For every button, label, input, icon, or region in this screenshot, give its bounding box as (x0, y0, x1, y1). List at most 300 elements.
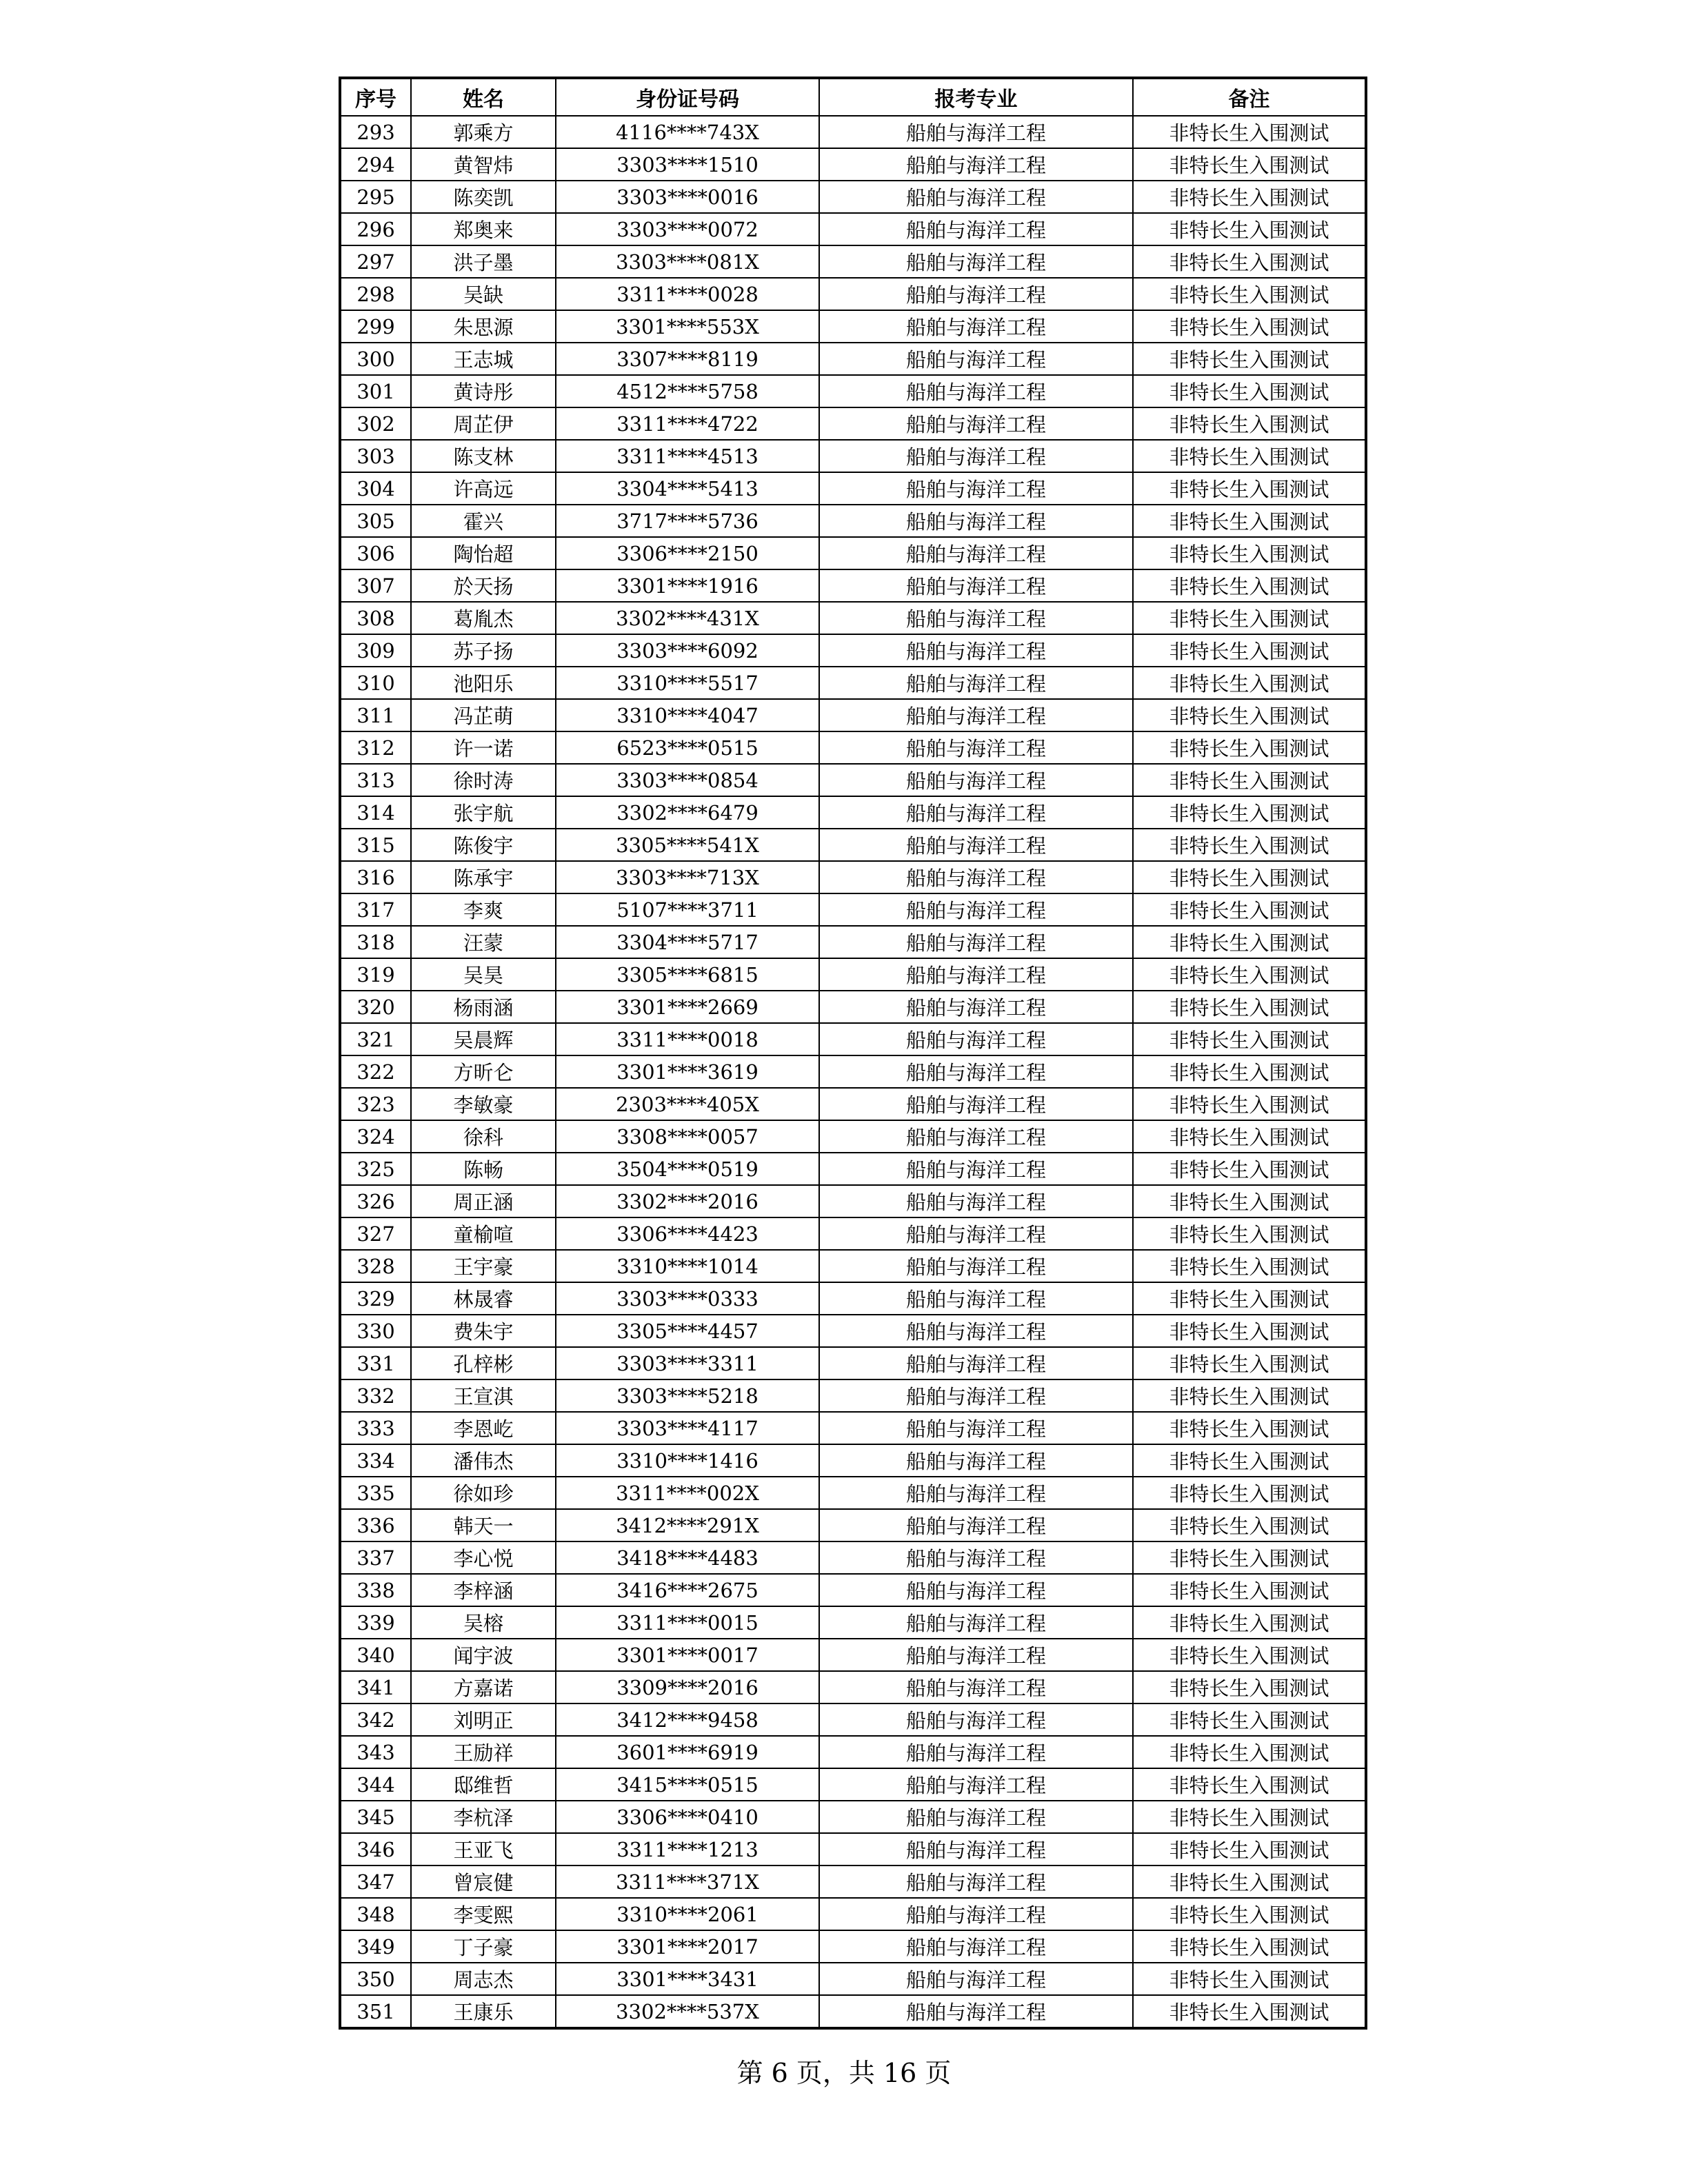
cell-name: 李梓涵 (411, 1574, 556, 1606)
cell-index: 314 (340, 796, 411, 829)
table-row (340, 1930, 1366, 1963)
cell-name: 孔梓彬 (411, 1347, 556, 1379)
page-footer: 第 6 页，共 16 页 (736, 2058, 952, 2088)
table-row (340, 1736, 1366, 1768)
cell-name: 陈承宇 (411, 861, 556, 893)
cell-major: 船舶与海洋工程 (819, 148, 1133, 181)
cell-remark: 非特长生入围测试 (1133, 1055, 1366, 1088)
cell-index: 350 (340, 1963, 411, 1995)
cell-remark: 非特长生入围测试 (1133, 1736, 1366, 1768)
cell-name: 李心悦 (411, 1541, 556, 1574)
table-row (340, 505, 1366, 537)
cell-id-number: 3303****0333 (556, 1282, 819, 1315)
cell-index: 320 (340, 991, 411, 1023)
cell-major: 船舶与海洋工程 (819, 472, 1133, 505)
cell-index: 308 (340, 602, 411, 634)
cell-major: 船舶与海洋工程 (819, 731, 1133, 764)
cell-name: 郭乘方 (411, 116, 556, 148)
table-row (340, 796, 1366, 829)
cell-name: 池阳乐 (411, 667, 556, 699)
cell-id-number: 3303****713X (556, 861, 819, 893)
cell-major: 船舶与海洋工程 (819, 634, 1133, 667)
cell-remark: 非特长生入围测试 (1133, 148, 1366, 181)
table-row (340, 1671, 1366, 1703)
cell-id-number: 3311****1213 (556, 1833, 819, 1866)
table-row (340, 1898, 1366, 1930)
cell-remark: 非特长生入围测试 (1133, 796, 1366, 829)
table-row (340, 764, 1366, 796)
table-row (340, 1541, 1366, 1574)
table-row (340, 1347, 1366, 1379)
table-row (340, 1509, 1366, 1541)
cell-name: 林晟睿 (411, 1282, 556, 1315)
cell-id-number: 3307****8119 (556, 343, 819, 375)
cell-id-number: 3305****4457 (556, 1315, 819, 1347)
cell-id-number: 3301****1916 (556, 569, 819, 602)
table-row (340, 1153, 1366, 1185)
table-row (340, 343, 1366, 375)
cell-id-number: 3302****537X (556, 1995, 819, 2028)
table-row (340, 667, 1366, 699)
cell-major: 船舶与海洋工程 (819, 245, 1133, 278)
cell-index: 297 (340, 245, 411, 278)
cell-index: 322 (340, 1055, 411, 1088)
cell-index: 307 (340, 569, 411, 602)
cell-id-number: 3310****1014 (556, 1250, 819, 1282)
cell-id-number: 3303****4117 (556, 1412, 819, 1444)
cell-name: 陈奕凯 (411, 181, 556, 213)
cell-major: 船舶与海洋工程 (819, 537, 1133, 569)
table-row (340, 440, 1366, 472)
cell-index: 349 (340, 1930, 411, 1963)
cell-id-number: 3301****2669 (556, 991, 819, 1023)
cell-remark: 非特长生入围测试 (1133, 1866, 1366, 1898)
table-row (340, 1120, 1366, 1153)
cell-index: 343 (340, 1736, 411, 1768)
cell-name: 周正涵 (411, 1185, 556, 1217)
cell-major: 船舶与海洋工程 (819, 1088, 1133, 1120)
cell-remark: 非特长生入围测试 (1133, 1898, 1366, 1930)
cell-name: 苏子扬 (411, 634, 556, 667)
cell-id-number: 3311****0018 (556, 1023, 819, 1055)
cell-major: 船舶与海洋工程 (819, 1444, 1133, 1477)
cell-index: 330 (340, 1315, 411, 1347)
table-row (340, 731, 1366, 764)
cell-id-number: 3308****0057 (556, 1120, 819, 1153)
cell-remark: 非特长生入围测试 (1133, 343, 1366, 375)
cell-name: 陶怡超 (411, 537, 556, 569)
table-row (340, 1250, 1366, 1282)
cell-index: 296 (340, 213, 411, 245)
cell-index: 346 (340, 1833, 411, 1866)
table-row (340, 1639, 1366, 1671)
cell-major: 船舶与海洋工程 (819, 1023, 1133, 1055)
cell-major: 船舶与海洋工程 (819, 343, 1133, 375)
cell-id-number: 3309****2016 (556, 1671, 819, 1703)
cell-major: 船舶与海洋工程 (819, 375, 1133, 407)
cell-major: 船舶与海洋工程 (819, 1153, 1133, 1185)
cell-name: 方昕仑 (411, 1055, 556, 1088)
table-row (340, 1574, 1366, 1606)
cell-id-number: 3303****5218 (556, 1379, 819, 1412)
cell-remark: 非特长生入围测试 (1133, 569, 1366, 602)
cell-name: 周志杰 (411, 1963, 556, 1995)
cell-id-number: 3311****002X (556, 1477, 819, 1509)
cell-index: 344 (340, 1768, 411, 1801)
cell-id-number: 3416****2675 (556, 1574, 819, 1606)
cell-index: 300 (340, 343, 411, 375)
cell-name: 王宣淇 (411, 1379, 556, 1412)
cell-name: 李恩屹 (411, 1412, 556, 1444)
cell-remark: 非特长生入围测试 (1133, 1995, 1366, 2028)
cell-remark: 非特长生入围测试 (1133, 861, 1366, 893)
cell-index: 311 (340, 699, 411, 731)
cell-remark: 非特长生入围测试 (1133, 634, 1366, 667)
cell-remark: 非特长生入围测试 (1133, 407, 1366, 440)
cell-id-number: 3303****6092 (556, 634, 819, 667)
cell-name: 方嘉诺 (411, 1671, 556, 1703)
cell-remark: 非特长生入围测试 (1133, 1606, 1366, 1639)
cell-major: 船舶与海洋工程 (819, 1898, 1133, 1930)
cell-name: 黄诗彤 (411, 375, 556, 407)
cell-major: 船舶与海洋工程 (819, 181, 1133, 213)
cell-major: 船舶与海洋工程 (819, 1703, 1133, 1736)
cell-id-number: 3311****4513 (556, 440, 819, 472)
cell-id-number: 3415****0515 (556, 1768, 819, 1801)
cell-name: 黄智炜 (411, 148, 556, 181)
cell-remark: 非特长生入围测试 (1133, 1930, 1366, 1963)
cell-remark: 非特长生入围测试 (1133, 1639, 1366, 1671)
cell-id-number: 3412****291X (556, 1509, 819, 1541)
cell-id-number: 3310****1416 (556, 1444, 819, 1477)
cell-major: 船舶与海洋工程 (819, 764, 1133, 796)
cell-id-number: 3301****0017 (556, 1639, 819, 1671)
cell-name: 徐时涛 (411, 764, 556, 796)
table-row (340, 148, 1366, 181)
cell-remark: 非特长生入围测试 (1133, 375, 1366, 407)
cell-remark: 非特长生入围测试 (1133, 991, 1366, 1023)
cell-id-number: 3310****5517 (556, 667, 819, 699)
table-row (340, 861, 1366, 893)
cell-remark: 非特长生入围测试 (1133, 1703, 1366, 1736)
cell-name: 陈支林 (411, 440, 556, 472)
cell-major: 船舶与海洋工程 (819, 1315, 1133, 1347)
cell-remark: 非特长生入围测试 (1133, 1185, 1366, 1217)
table-row (340, 1282, 1366, 1315)
table-row (340, 1768, 1366, 1801)
cell-id-number: 3310****4047 (556, 699, 819, 731)
cell-name: 霍兴 (411, 505, 556, 537)
cell-major: 船舶与海洋工程 (819, 505, 1133, 537)
cell-index: 327 (340, 1217, 411, 1250)
cell-remark: 非特长生入围测试 (1133, 1379, 1366, 1412)
cell-index: 315 (340, 829, 411, 861)
table-row (340, 1606, 1366, 1639)
cell-index: 306 (340, 537, 411, 569)
cell-id-number: 3303****081X (556, 245, 819, 278)
cell-id-number: 3302****431X (556, 602, 819, 634)
cell-major: 船舶与海洋工程 (819, 667, 1133, 699)
cell-name: 於天扬 (411, 569, 556, 602)
table-row (340, 213, 1366, 245)
cell-name: 许高远 (411, 472, 556, 505)
cell-index: 332 (340, 1379, 411, 1412)
cell-major: 船舶与海洋工程 (819, 1282, 1133, 1315)
cell-major: 船舶与海洋工程 (819, 1671, 1133, 1703)
cell-major: 船舶与海洋工程 (819, 1963, 1133, 1995)
cell-remark: 非特长生入围测试 (1133, 958, 1366, 991)
cell-major: 船舶与海洋工程 (819, 1866, 1133, 1898)
cell-remark: 非特长生入围测试 (1133, 1509, 1366, 1541)
cell-remark: 非特长生入围测试 (1133, 1088, 1366, 1120)
cell-index: 321 (340, 1023, 411, 1055)
cell-major: 船舶与海洋工程 (819, 861, 1133, 893)
cell-name: 汪蒙 (411, 926, 556, 958)
cell-id-number: 4116****743X (556, 116, 819, 148)
table-row (340, 1379, 1366, 1412)
table-row (340, 1055, 1366, 1088)
cell-index: 301 (340, 375, 411, 407)
cell-index: 337 (340, 1541, 411, 1574)
cell-remark: 非特长生入围测试 (1133, 1282, 1366, 1315)
cell-name: 童榆喧 (411, 1217, 556, 1250)
cell-id-number: 3303****1510 (556, 148, 819, 181)
cell-index: 334 (340, 1444, 411, 1477)
cell-remark: 非特长生入围测试 (1133, 1023, 1366, 1055)
cell-major: 船舶与海洋工程 (819, 1120, 1133, 1153)
cell-id-number: 3303****0072 (556, 213, 819, 245)
cell-name: 闻宇波 (411, 1639, 556, 1671)
cell-name: 洪子墨 (411, 245, 556, 278)
cell-remark: 非特长生入围测试 (1133, 1574, 1366, 1606)
cell-major: 船舶与海洋工程 (819, 1055, 1133, 1088)
cell-name: 陈畅 (411, 1153, 556, 1185)
cell-id-number: 3310****2061 (556, 1898, 819, 1930)
cell-remark: 非特长生入围测试 (1133, 1217, 1366, 1250)
cell-remark: 非特长生入围测试 (1133, 245, 1366, 278)
cell-major: 船舶与海洋工程 (819, 991, 1133, 1023)
cell-major: 船舶与海洋工程 (819, 1768, 1133, 1801)
cell-major: 船舶与海洋工程 (819, 1250, 1133, 1282)
table-row (340, 1866, 1366, 1898)
table-row (340, 245, 1366, 278)
cell-index: 304 (340, 472, 411, 505)
table-row (340, 1185, 1366, 1217)
cell-id-number: 6523****0515 (556, 731, 819, 764)
table-row (340, 375, 1366, 407)
cell-name: 李杭泽 (411, 1801, 556, 1833)
cell-major: 船舶与海洋工程 (819, 1930, 1133, 1963)
cell-index: 338 (340, 1574, 411, 1606)
cell-index: 347 (340, 1866, 411, 1898)
table-row (340, 829, 1366, 861)
cell-remark: 非特长生入围测试 (1133, 116, 1366, 148)
cell-remark: 非特长生入围测试 (1133, 667, 1366, 699)
cell-name: 李爽 (411, 893, 556, 926)
cell-remark: 非特长生入围测试 (1133, 278, 1366, 310)
cell-remark: 非特长生入围测试 (1133, 1801, 1366, 1833)
cell-id-number: 3302****6479 (556, 796, 819, 829)
table-row (340, 1315, 1366, 1347)
cell-major: 船舶与海洋工程 (819, 407, 1133, 440)
cell-remark: 非特长生入围测试 (1133, 213, 1366, 245)
cell-index: 299 (340, 310, 411, 343)
cell-name: 丁子豪 (411, 1930, 556, 1963)
cell-name: 杨雨涵 (411, 991, 556, 1023)
cell-name: 李敏豪 (411, 1088, 556, 1120)
cell-index: 341 (340, 1671, 411, 1703)
cell-name: 王励祥 (411, 1736, 556, 1768)
cell-index: 324 (340, 1120, 411, 1153)
cell-index: 312 (340, 731, 411, 764)
table-row (340, 893, 1366, 926)
cell-name: 徐如珍 (411, 1477, 556, 1509)
cell-major: 船舶与海洋工程 (819, 1477, 1133, 1509)
cell-major: 船舶与海洋工程 (819, 278, 1133, 310)
cell-id-number: 3301****553X (556, 310, 819, 343)
header-index: 序号 (340, 78, 411, 116)
cell-major: 船舶与海洋工程 (819, 116, 1133, 148)
cell-id-number: 3303****3311 (556, 1347, 819, 1379)
table-row (340, 926, 1366, 958)
cell-major: 船舶与海洋工程 (819, 699, 1133, 731)
cell-remark: 非特长生入围测试 (1133, 1477, 1366, 1509)
cell-index: 335 (340, 1477, 411, 1509)
cell-id-number: 3311****371X (556, 1866, 819, 1898)
cell-major: 船舶与海洋工程 (819, 829, 1133, 861)
cell-remark: 非特长生入围测试 (1133, 1768, 1366, 1801)
cell-id-number: 3301****3619 (556, 1055, 819, 1088)
table-row (340, 1833, 1366, 1866)
cell-index: 329 (340, 1282, 411, 1315)
table-row (340, 569, 1366, 602)
cell-name: 冯芷萌 (411, 699, 556, 731)
cell-index: 325 (340, 1153, 411, 1185)
cell-id-number: 3306****4423 (556, 1217, 819, 1250)
cell-name: 曾宸健 (411, 1866, 556, 1898)
cell-name: 王康乐 (411, 1995, 556, 2028)
cell-name: 刘明正 (411, 1703, 556, 1736)
cell-index: 309 (340, 634, 411, 667)
cell-remark: 非特长生入围测试 (1133, 602, 1366, 634)
cell-name: 许一诺 (411, 731, 556, 764)
cell-name: 徐科 (411, 1120, 556, 1153)
cell-remark: 非特长生入围测试 (1133, 537, 1366, 569)
cell-remark: 非特长生入围测试 (1133, 893, 1366, 926)
cell-major: 船舶与海洋工程 (819, 602, 1133, 634)
table-row (340, 1801, 1366, 1833)
table-row (340, 181, 1366, 213)
table-header-row (340, 78, 1366, 116)
cell-index: 294 (340, 148, 411, 181)
cell-remark: 非特长生入围测试 (1133, 472, 1366, 505)
cell-remark: 非特长生入围测试 (1133, 1412, 1366, 1444)
cell-major: 船舶与海洋工程 (819, 1509, 1133, 1541)
table-body (340, 116, 1366, 2028)
cell-remark: 非特长生入围测试 (1133, 1120, 1366, 1153)
table-row (340, 1088, 1366, 1120)
cell-id-number: 3717****5736 (556, 505, 819, 537)
cell-major: 船舶与海洋工程 (819, 796, 1133, 829)
cell-major: 船舶与海洋工程 (819, 569, 1133, 602)
cell-remark: 非特长生入围测试 (1133, 440, 1366, 472)
cell-index: 313 (340, 764, 411, 796)
cell-name: 吴昊 (411, 958, 556, 991)
cell-id-number: 3302****2016 (556, 1185, 819, 1217)
cell-name: 李雯熙 (411, 1898, 556, 1930)
cell-id-number: 3303****0016 (556, 181, 819, 213)
table-row (340, 278, 1366, 310)
cell-index: 336 (340, 1509, 411, 1541)
cell-major: 船舶与海洋工程 (819, 1639, 1133, 1671)
candidate-table (339, 77, 1367, 2030)
cell-index: 318 (340, 926, 411, 958)
cell-index: 310 (340, 667, 411, 699)
cell-major: 船舶与海洋工程 (819, 1574, 1133, 1606)
cell-id-number: 3303****0854 (556, 764, 819, 796)
cell-major: 船舶与海洋工程 (819, 440, 1133, 472)
cell-remark: 非特长生入围测试 (1133, 1671, 1366, 1703)
cell-index: 316 (340, 861, 411, 893)
cell-remark: 非特长生入围测试 (1133, 699, 1366, 731)
cell-name: 张宇航 (411, 796, 556, 829)
cell-name: 吴晨辉 (411, 1023, 556, 1055)
cell-id-number: 3418****4483 (556, 1541, 819, 1574)
cell-major: 船舶与海洋工程 (819, 1606, 1133, 1639)
cell-id-number: 3305****541X (556, 829, 819, 861)
table-row (340, 310, 1366, 343)
table-row (340, 407, 1366, 440)
cell-id-number: 2303****405X (556, 1088, 819, 1120)
cell-name: 吴缺 (411, 278, 556, 310)
cell-major: 船舶与海洋工程 (819, 310, 1133, 343)
cell-id-number: 3306****0410 (556, 1801, 819, 1833)
header-name: 姓名 (411, 78, 556, 116)
cell-name: 费朱宇 (411, 1315, 556, 1347)
cell-index: 305 (340, 505, 411, 537)
cell-major: 船舶与海洋工程 (819, 213, 1133, 245)
cell-index: 351 (340, 1995, 411, 2028)
cell-index: 326 (340, 1185, 411, 1217)
cell-id-number: 5107****3711 (556, 893, 819, 926)
cell-name: 朱思源 (411, 310, 556, 343)
cell-id-number: 4512****5758 (556, 375, 819, 407)
cell-index: 331 (340, 1347, 411, 1379)
cell-name: 邸维哲 (411, 1768, 556, 1801)
cell-index: 319 (340, 958, 411, 991)
cell-name: 王宇豪 (411, 1250, 556, 1282)
cell-remark: 非特长生入围测试 (1133, 1444, 1366, 1477)
table-row (340, 634, 1366, 667)
cell-id-number: 3412****9458 (556, 1703, 819, 1736)
cell-index: 348 (340, 1898, 411, 1930)
cell-name: 周芷伊 (411, 407, 556, 440)
cell-major: 船舶与海洋工程 (819, 926, 1133, 958)
table-row (340, 537, 1366, 569)
cell-major: 船舶与海洋工程 (819, 958, 1133, 991)
cell-remark: 非特长生入围测试 (1133, 1347, 1366, 1379)
table-row (340, 116, 1366, 148)
cell-name: 葛胤杰 (411, 602, 556, 634)
cell-id-number: 3311****4722 (556, 407, 819, 440)
table-row (340, 958, 1366, 991)
cell-name: 陈俊宇 (411, 829, 556, 861)
cell-major: 船舶与海洋工程 (819, 1217, 1133, 1250)
cell-remark: 非特长生入围测试 (1133, 764, 1366, 796)
table-row (340, 1217, 1366, 1250)
cell-index: 345 (340, 1801, 411, 1833)
table-row (340, 1477, 1366, 1509)
